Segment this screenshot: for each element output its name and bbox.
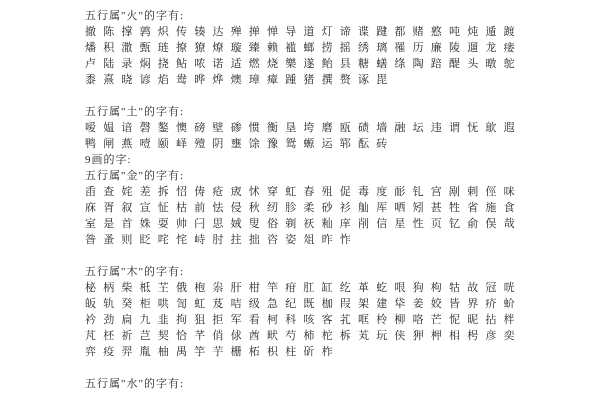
character-list-line: 嗳媪谙磬鏊懊磅壁碜惯衡垦垮磨瓯碛墙融坛违谓怃歍遐 (85, 122, 522, 134)
character-list-line: 卢陆录焖挠鲇哝诺适燃烧樂遂鲐县糖蟮绦陶踣醍头暾鸵 (85, 58, 522, 70)
section-gap (85, 248, 580, 264)
element-section-header-fire: 五行属"火"的字有: (85, 10, 185, 22)
section-gap (85, 88, 580, 104)
character-list-line: 弈疫羿胤柚禺竽芋栅柘枳柱斫柞 (85, 346, 340, 358)
character-list-line: 撤陈撑鹑炽传辏达殚掸惮导道灯谛谍踺都赌憝吨炖遁踱 (85, 26, 522, 38)
character-list-line: 室是首姝耍帅闩思娀叟俗剃祆籼庠削信星性页钇俞俣哉 (85, 218, 522, 230)
character-list-line: 昝蚤则眨咤㤞峙肘拄拙咨姿俎昨怍 (85, 234, 358, 246)
character-list-line: 燔积潵甄琏撩獠燎璇臻赖褴螂捞摇绣璃罹历廉陵遛龙瘘 (85, 42, 522, 54)
section-gap (85, 360, 580, 376)
character-list-line: 臿查姹差拆怊俦疮宬怵穿虹春殂促毒度耏钆宫剐剌俓咪 (85, 186, 522, 198)
character-list-line: 庥胥叙宣怔枯前怯侵秋纫胗柔砂衫舢厍哂矧甚牲省施食 (85, 202, 522, 214)
character-list-line: 柲柄柴柢芏俄枹尜肝柑竿疳肛缸纥革虼哏狗枸牯故冠咣 (85, 282, 522, 294)
character-list-line: 芃柸祈芑契恰芊俏俅酋畎芍柿柁柝芄玩侠狎柙相枵彦奕 (85, 330, 522, 342)
element-section-header-earth: 五行属"土"的字有: (85, 106, 185, 118)
element-section-header-water: 五行属"水"的字有: (85, 378, 185, 390)
character-list-line: 皈轨癸柜哄訇虹芨咭级急纪既枷叚架建牮姜姣皆界疥蚧 (85, 298, 522, 310)
stroke-count-heading: 9画的字: (85, 154, 132, 166)
element-section-header-wood: 五行属"木"的字有: (85, 266, 185, 278)
character-list-line: 鸭闸燕噎颐峄殪阴壅馀豫鸳螈运郓酝砖 (85, 138, 395, 150)
character-list-line: 黍熹晓谚焰鸯晔烨燠璋瘴踵猪撰赘诼毘 (85, 74, 395, 86)
character-list-line: 衿劲扃九韭拘狙拒军看柯科咳客芤哐柃柳咯芒怩昵拈柈 (85, 314, 522, 326)
element-section-header-metal: 五行属"金"的字有: (85, 170, 185, 182)
